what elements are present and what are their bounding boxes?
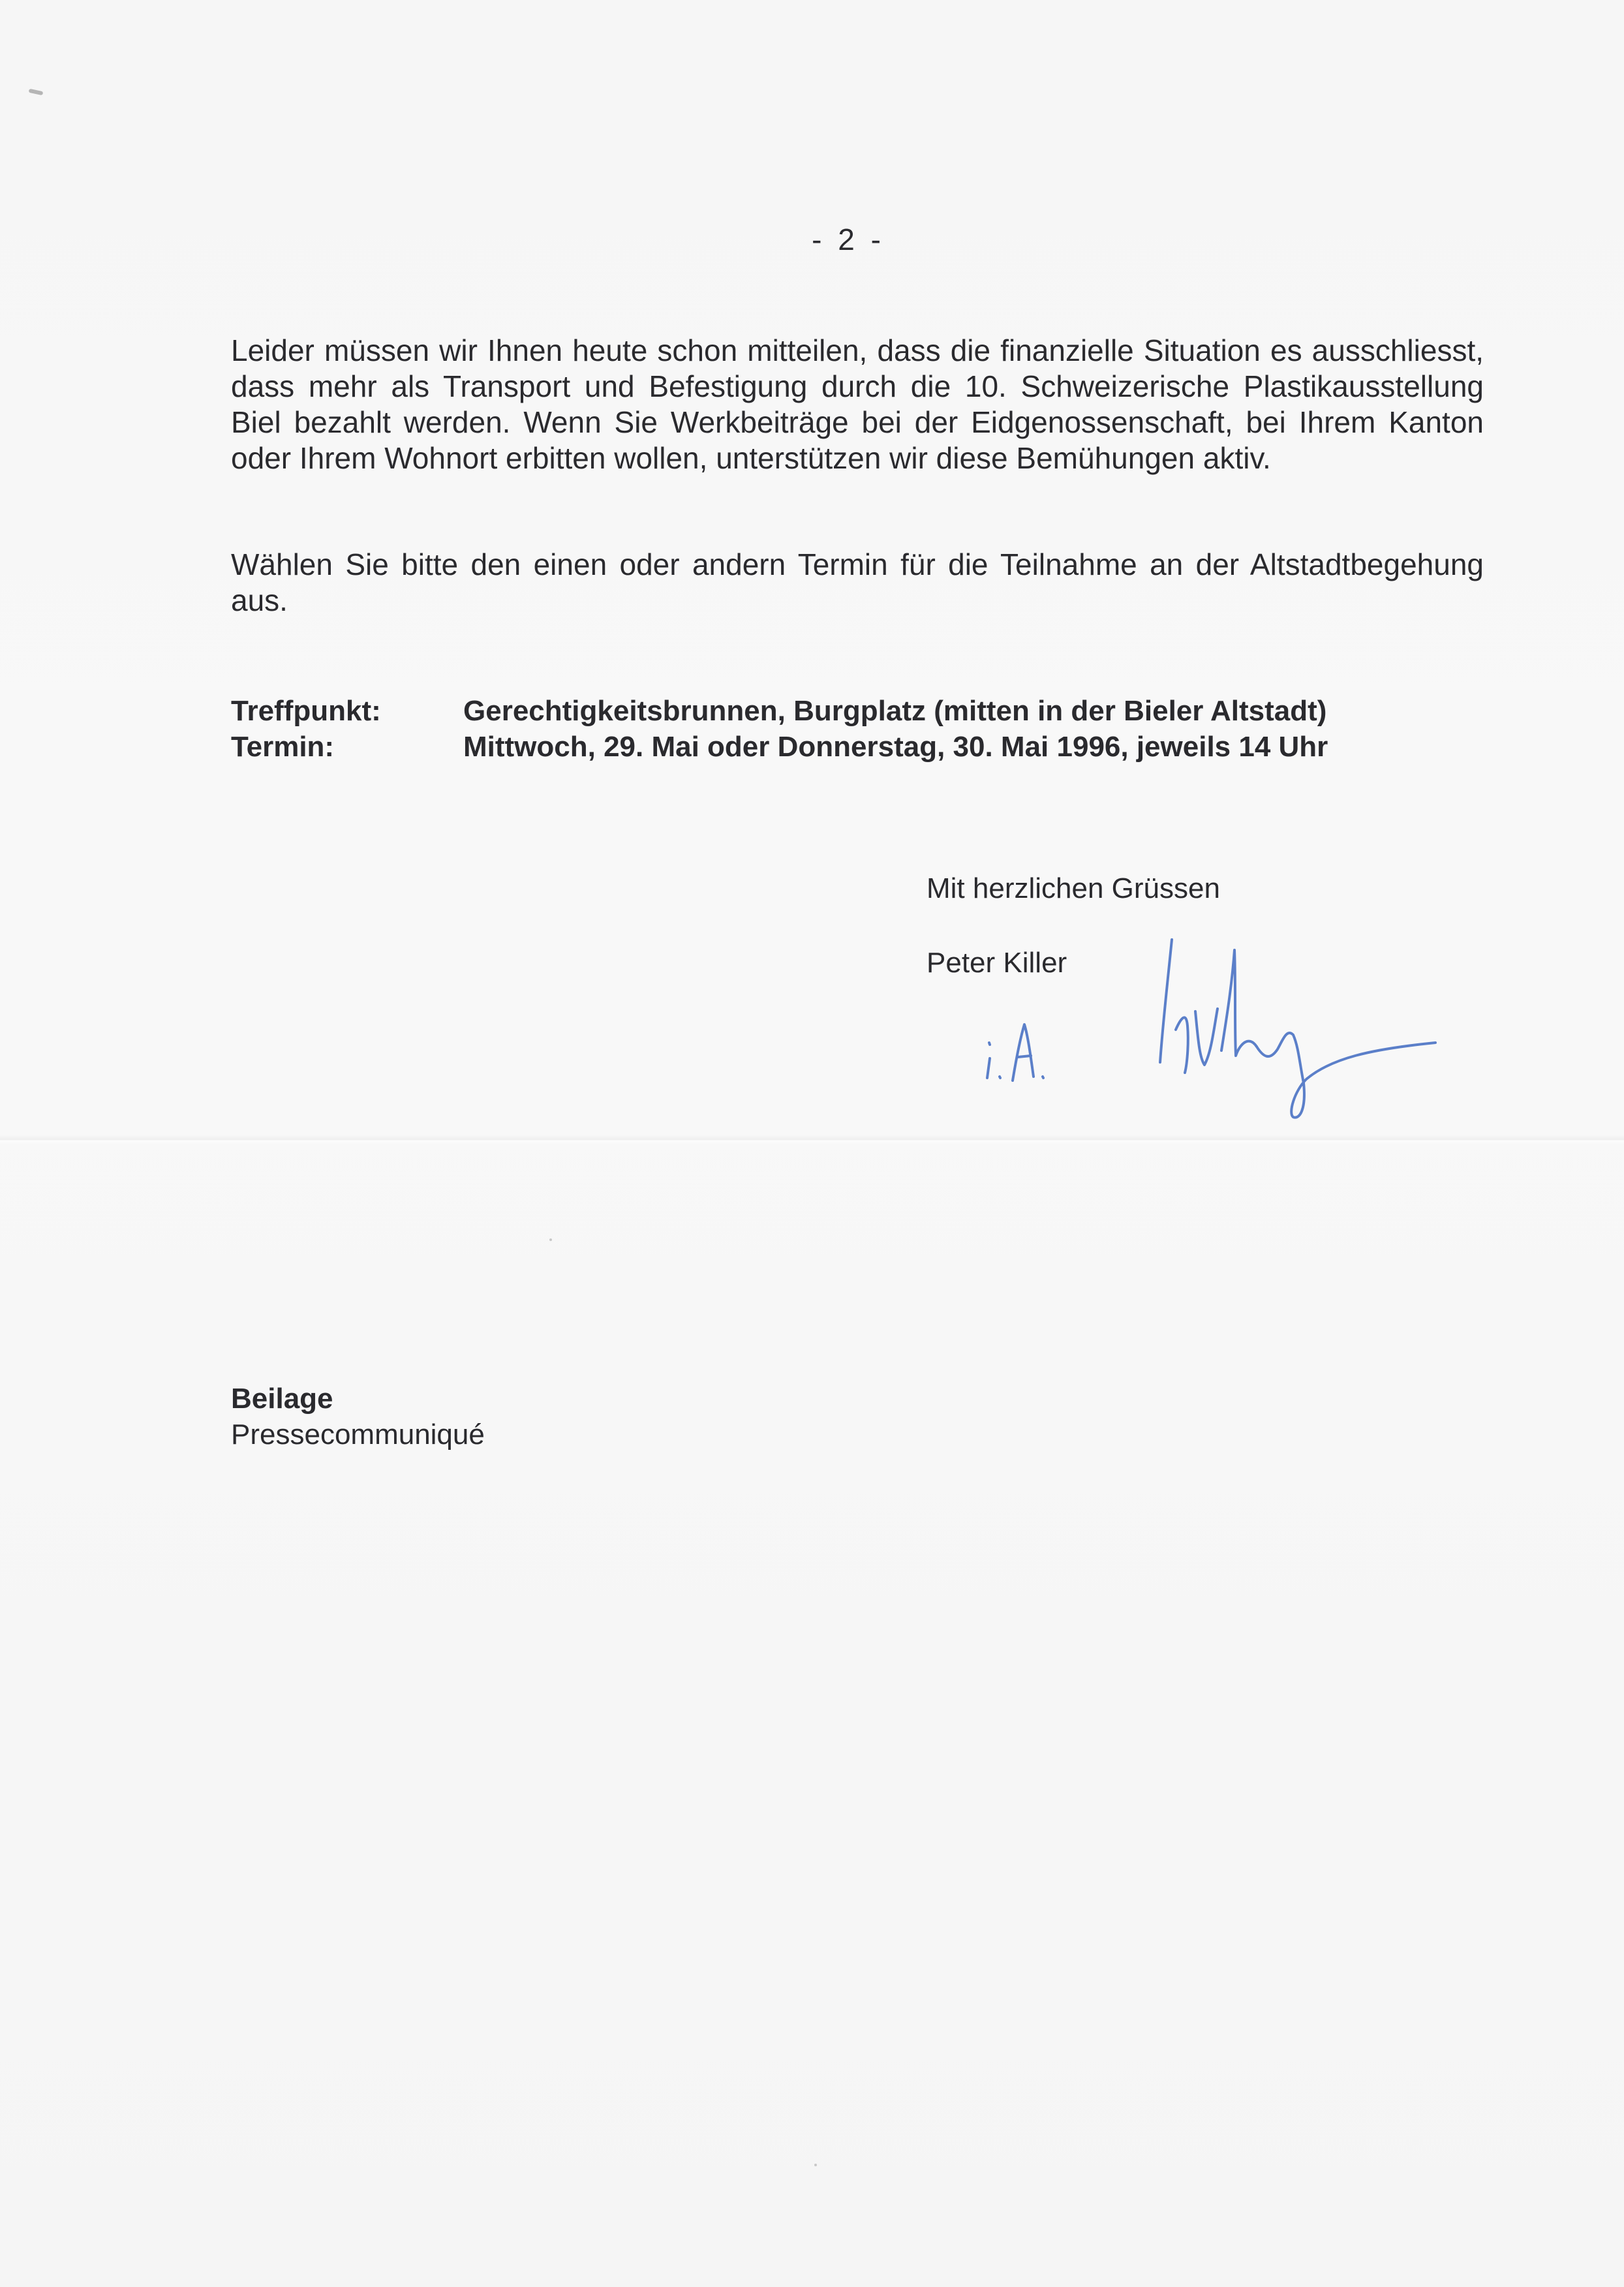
signature-stroke-a: [1013, 1024, 1034, 1081]
enclosure-item: Pressecommuniqué: [231, 1419, 485, 1450]
signature-stroke-i: [987, 1058, 990, 1078]
signature-stroke-main-1: [1160, 940, 1172, 1062]
signature-stroke-a-bar: [1018, 1056, 1031, 1057]
signature-stroke-dot-1: [989, 1043, 990, 1045]
staple-mark: [29, 89, 44, 95]
signer-name: Peter Killer: [927, 947, 1067, 979]
body-paragraph-appointment: Wählen Sie bitte den einen oder andern Termin für die Teilnahme an der Altstadtbegehung aus.: [231, 547, 1484, 617]
paper-fold-line: [0, 1135, 1624, 1144]
date-value: Mittwoch, 29. Mai oder Donnerstag, 30. Mai 1996, jeweils 14 Uhr: [463, 731, 1328, 763]
body-paragraph-funding: Leider müssen wir Ihnen heute schon mitteilen, dass die finanzielle Situation es ausschliesst, dass mehr als Transport und Befestigung durch die 10. Schweizerische Plastikausstellung Biel bezahlt werden. Wenn Sie Werkbeiträge bei der Eidgenossenschaft, bei Ihrem Kanton oder Ihrem Wohnort erbitten wollen, unterstützen wir diese Bemühungen aktiv.: [231, 333, 1484, 475]
enclosure-title: Beilage: [231, 1383, 333, 1415]
signature-stroke-tail: [1257, 1033, 1435, 1117]
date-label: Termin:: [231, 731, 335, 763]
meeting-point-label: Treffpunkt:: [231, 695, 381, 727]
page-number: - 2 -: [812, 223, 885, 256]
meeting-point-value: Gerechtigkeitsbrunnen, Burgplatz (mitten in der Bieler Altstadt): [463, 695, 1327, 727]
handwritten-signature: [966, 913, 1462, 1129]
closing-greeting: Mit herzlichen Grüssen: [927, 872, 1220, 904]
paper-speck: [549, 1238, 552, 1241]
paper-speck: [814, 2164, 817, 2166]
